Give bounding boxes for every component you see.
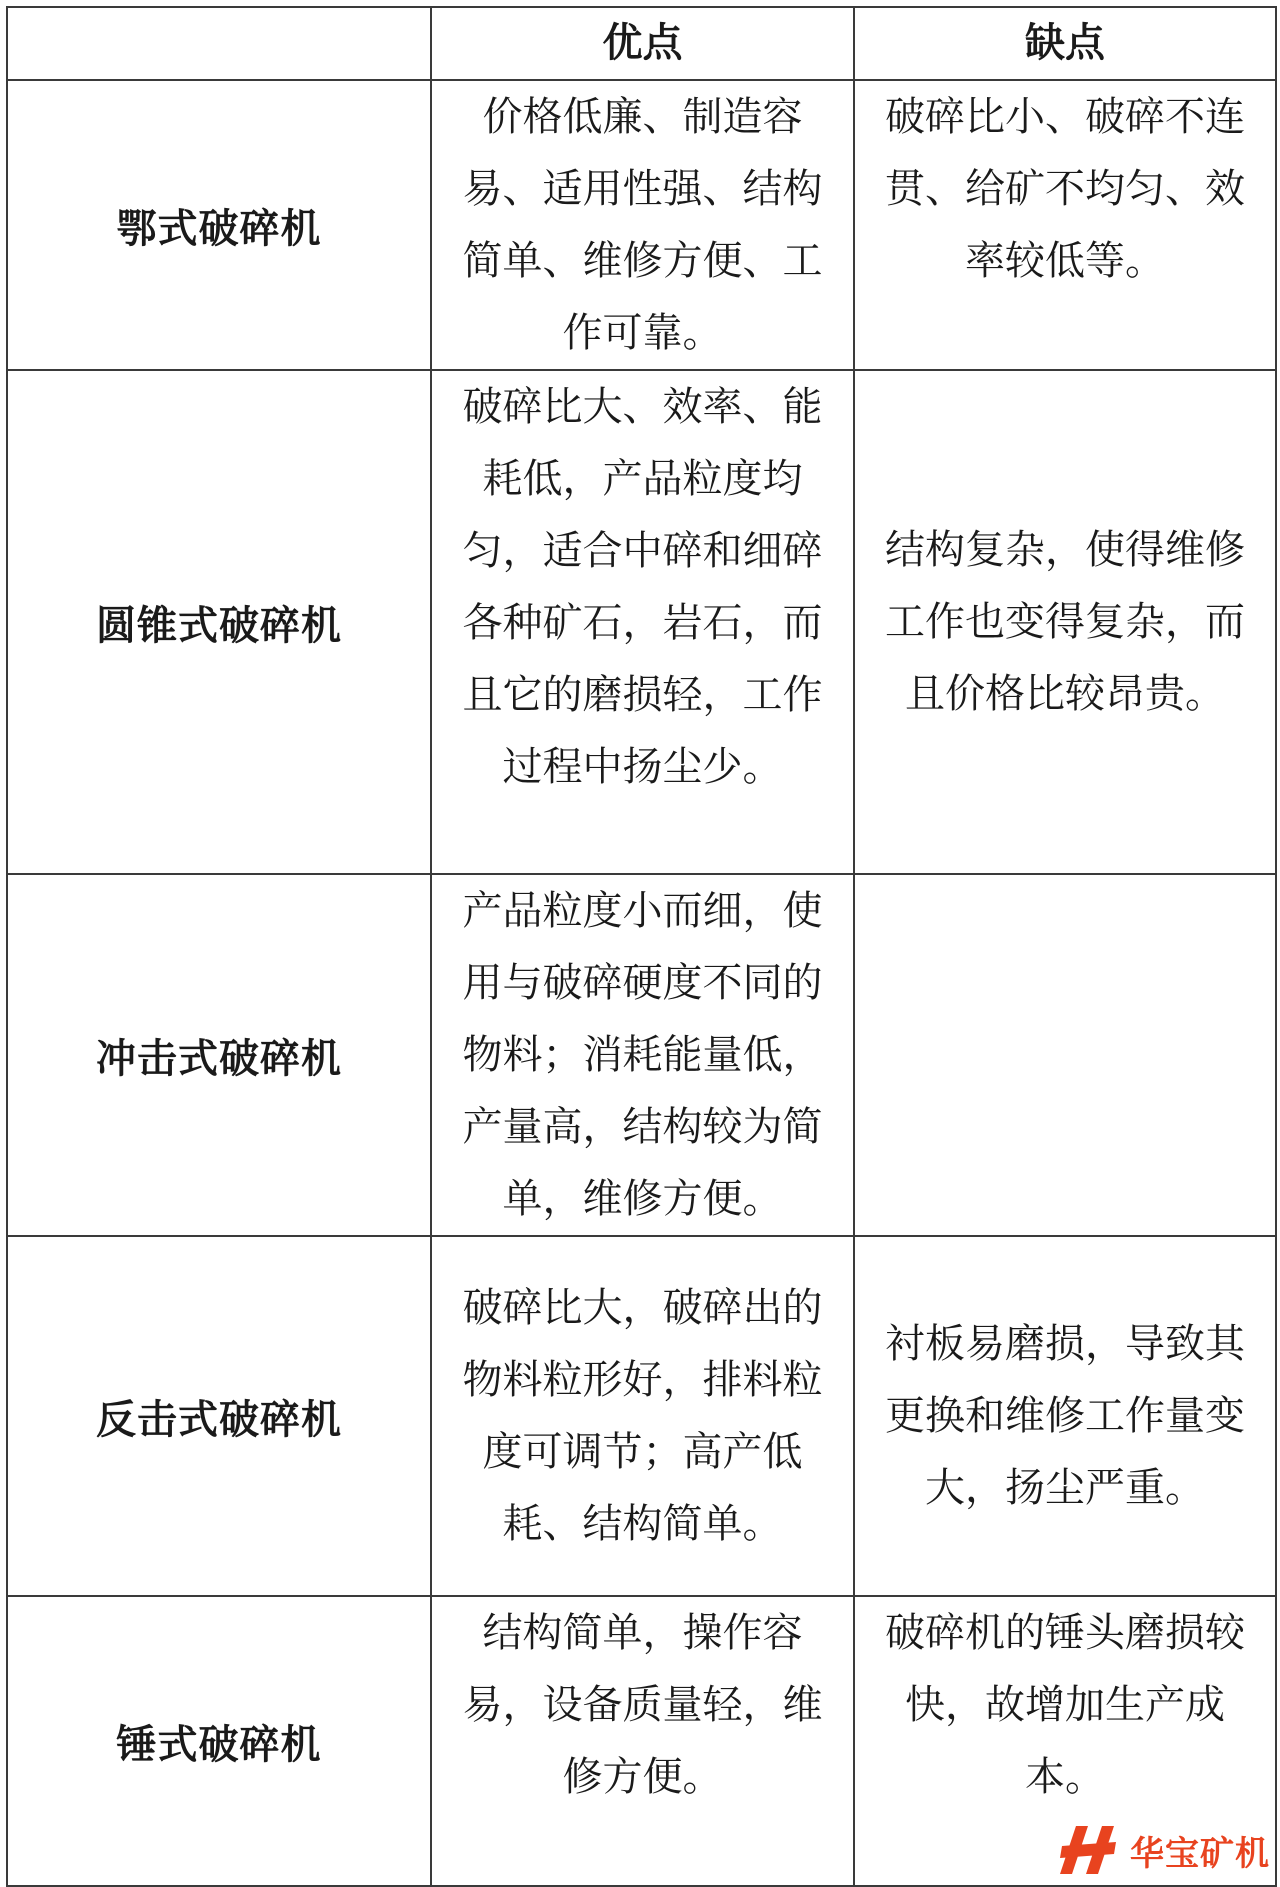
table-row [7,1236,1276,1596]
huabao-logo-icon [1054,1824,1124,1876]
header-disadvantages: 缺点 [854,7,1276,80]
table-row [7,80,1276,370]
table-header-row [7,7,1276,80]
header-blank-cell [7,7,431,80]
table-row [7,874,1276,1236]
advantages-cell: 破碎比大，破碎出的物料粒形好，排料粒度可调节；高产低耗、结构简单。 [431,1236,854,1596]
advantages-cell: 结构简单，操作容易，设备质量轻，维修方便。 [431,1596,854,1886]
crusher-name-cell: 圆锥式破碎机 [7,370,431,874]
crusher-comparison-table [6,6,1277,1887]
crusher-name-cell: 锤式破碎机 [7,1596,431,1886]
advantages-cell: 价格低廉、制造容易、适用性强、结构简单、维修方便、工作可靠。 [431,80,854,370]
disadvantages-cell: 破碎机的锤头磨损较快，故增加生产成本。 [854,1596,1276,1886]
watermark [1054,1824,1270,1876]
disadvantages-cell: 衬板易磨损，导致其更换和维修工作量变大，扬尘严重。 [854,1236,1276,1596]
advantages-cell: 产品粒度小而细，使用与破碎硬度不同的物料；消耗能量低，产量高，结构较为简单，维修方便。 [431,874,854,1236]
crusher-name-cell: 冲击式破碎机 [7,874,431,1236]
watermark-text: 华宝矿机 [1130,1833,1270,1874]
crusher-name-cell: 鄂式破碎机 [7,80,431,370]
table-row [7,370,1276,874]
disadvantages-cell [854,874,1276,1236]
crusher-name-cell: 反击式破碎机 [7,1236,431,1596]
advantages-cell: 破碎比大、效率、能耗低，产品粒度均匀，适合中碎和细碎各种矿石，岩石，而且它的磨损轻，工作过程中扬尘少。 [431,370,854,874]
header-advantages: 优点 [431,7,854,80]
disadvantages-cell: 破碎比小、破碎不连贯、给矿不均匀、效率较低等。 [854,80,1276,370]
disadvantages-cell: 结构复杂，使得维修工作也变得复杂，而且价格比较昂贵。 [854,370,1276,874]
